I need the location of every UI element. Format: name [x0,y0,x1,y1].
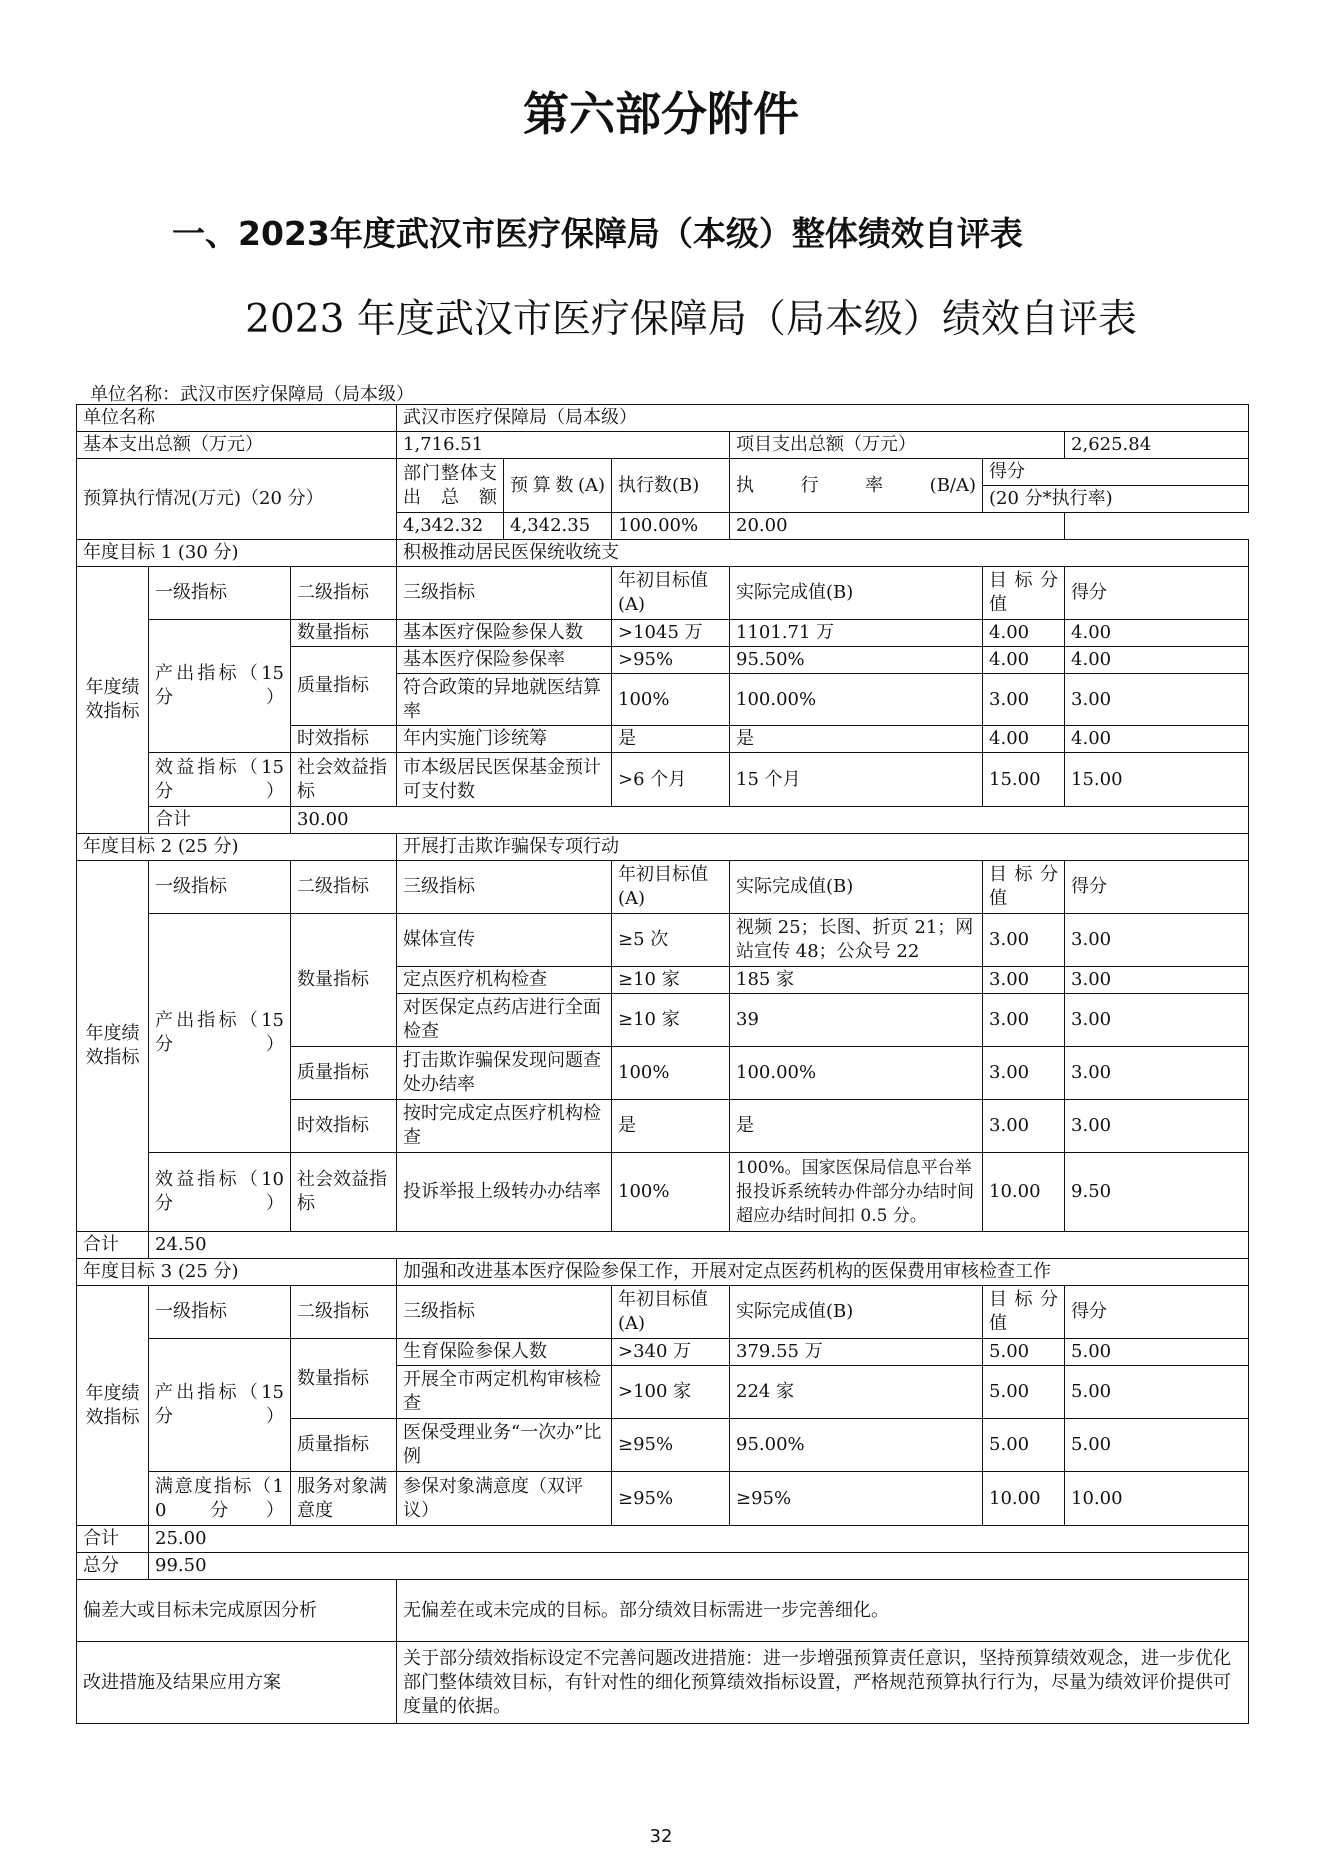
score-cell: 5.00 [1065,1366,1249,1419]
target-cell: 是 [612,1100,730,1153]
target-cell: ≥95% [612,1419,730,1472]
budget-a-value: 4,342.32 [397,513,504,540]
goal1-output-label: 产出指标（15 分） [149,620,291,753]
budget-a-label: 预算数(A) [504,459,612,513]
goal3-row [77,1259,1249,1286]
score-label: 得分 [983,459,1249,486]
weight-cell: 3.00 [983,914,1065,967]
col-level2: 二级指标 [291,861,397,914]
level3-cell: 参保对象满意度（双评议） [397,1472,612,1526]
col-level1: 一级指标 [149,567,291,620]
goal1-col-header [77,567,1249,620]
performance-table [76,404,1249,1724]
exec-b-value: 4,342.35 [504,513,612,540]
score-cell: 10.00 [1065,1472,1249,1526]
budget-score-value: 20.00 [730,513,1065,540]
level3-cell: 市本级居民医保基金预计可支付数 [397,753,612,807]
actual-cell: 是 [730,1100,983,1153]
col-target: 年初目标值(A) [612,567,730,620]
deviation-text: 无偏差在或未完成的目标。部分绩效目标需进一步完善细化。 [397,1580,1249,1642]
goal1-benefit-label: 效益指标（15 分） [149,753,291,807]
level2-cell: 数量指标 [291,620,397,647]
score-cell: 15.00 [1065,753,1249,807]
section-title: 一、2023年度武汉市医疗保障局（本级）整体绩效自评表 [172,214,1023,253]
col-level3: 三级指标 [397,567,612,620]
goal3-label: 年度目标 3 (25 分) [77,1259,397,1286]
table-row [77,1472,1249,1526]
weight-cell: 5.00 [983,1366,1065,1419]
level2-cell: 质量指标 [291,1047,397,1100]
improve-label: 改进措施及结果应用方案 [77,1642,397,1724]
basic-expense-label: 基本支出总额（万元） [77,432,397,459]
col-actual: 实际完成值(B) [730,861,983,914]
actual-cell: 39 [730,994,983,1047]
goal2-col-header [77,861,1249,914]
unit-label: 单位名称 [77,405,397,432]
col-weight: 目标分值 [983,861,1065,914]
col-score: 得分 [1065,567,1249,620]
col-score: 得分 [1065,861,1249,914]
actual-cell: 100.00% [730,1047,983,1100]
goal3-desc: 加强和改进基本医疗保险参保工作，开展对定点医药机构的医保费用审核检查工作 [397,1259,1249,1286]
score-cell: 3.00 [1065,914,1249,967]
weight-cell: 3.00 [983,1047,1065,1100]
table-row [77,753,1249,807]
project-expense-label: 项目支出总额（万元） [730,432,1065,459]
level2-cell: 时效指标 [291,726,397,753]
goal1-row [77,540,1249,567]
grand-total: 99.50 [149,1553,1249,1580]
goal1-total: 30.00 [291,807,1249,834]
rate-label: 执行率(B/A) [730,459,983,513]
basic-expense-value: 1,716.51 [397,432,730,459]
target-cell: >340 万 [612,1339,730,1366]
level3-cell: 定点医疗机构检查 [397,967,612,994]
improve-row [77,1642,1249,1724]
level2-cell: 时效指标 [291,1100,397,1153]
actual-cell: 1101.71 万 [730,620,983,647]
unit-line: 单位名称：武汉市医疗保障局（局本级） [90,384,414,405]
weight-cell: 3.00 [983,1100,1065,1153]
grand-total-row [77,1553,1249,1580]
actual-cell: 100.00% [730,674,983,726]
score-cell: 3.00 [1065,674,1249,726]
expense-row [77,432,1249,459]
weight-cell: 5.00 [983,1419,1065,1472]
score-cell: 3.00 [1065,967,1249,994]
goal2-total-row [77,1232,1249,1259]
level3-cell: 医保受理业务“一次办”比例 [397,1419,612,1472]
actual-cell: 15 个月 [730,753,983,807]
level2-cell: 数量指标 [291,914,397,1047]
target-cell: 100% [612,1153,730,1232]
level2-cell: 数量指标 [291,1339,397,1419]
table-row [77,914,1249,967]
exec-b-label: 执行数(B) [612,459,730,513]
goal3-total-row [77,1526,1249,1553]
level3-cell: 投诉举报上级转办办结率 [397,1153,612,1232]
target-cell: 100% [612,1047,730,1100]
level2-cell: 服务对象满意度 [291,1472,397,1526]
weight-cell: 3.00 [983,674,1065,726]
actual-cell: 185 家 [730,967,983,994]
level3-cell: 按时完成定点医疗机构检查 [397,1100,612,1153]
col-weight: 目标分值 [983,1286,1065,1339]
col-actual: 实际完成值(B) [730,567,983,620]
target-cell: ≥5 次 [612,914,730,967]
col-target: 年初目标值(A) [612,1286,730,1339]
level3-cell: 打击欺诈骗保发现问题查处办结率 [397,1047,612,1100]
level3-cell: 符合政策的异地就医结算率 [397,674,612,726]
col-level3: 三级指标 [397,1286,612,1339]
target-cell: >95% [612,647,730,674]
goal3-output-label: 产出指标（15 分） [149,1339,291,1472]
table-row [77,620,1249,647]
col-level1: 一级指标 [149,861,291,914]
level3-cell: 媒体宣传 [397,914,612,967]
deviation-label: 偏差大或目标未完成原因分析 [77,1580,397,1642]
col-level2: 二级指标 [291,1286,397,1339]
deviation-row [77,1580,1249,1642]
level3-cell: 开展全市两定机构审核检查 [397,1366,612,1419]
goal2-total: 24.50 [149,1232,1249,1259]
target-cell: 100% [612,674,730,726]
budget-exec-label: 预算执行情况(万元)（20 分） [77,459,397,540]
level3-cell: 基本医疗保险参保人数 [397,620,612,647]
budget-header-row [77,459,1249,486]
col-level3: 三级指标 [397,861,612,914]
unit-row [77,405,1249,432]
col-level2: 二级指标 [291,567,397,620]
target-cell: 是 [612,726,730,753]
grand-total-label: 总分 [77,1553,149,1580]
weight-cell: 4.00 [983,647,1065,674]
level2-cell: 质量指标 [291,1419,397,1472]
target-cell: ≥95% [612,1472,730,1526]
goal1-total-row [77,807,1249,834]
part-title: 第六部分附件 [523,87,799,141]
weight-cell: 4.00 [983,620,1065,647]
col-score: 得分 [1065,1286,1249,1339]
weight-cell: 10.00 [983,1153,1065,1232]
score-cell: 3.00 [1065,1047,1249,1100]
goal2-output-label: 产出指标（15 分） [149,914,291,1153]
total-label: 合计 [77,1526,149,1553]
actual-cell: 100%。国家医保局信息平台举报投诉系统转办件部分办结时间超应办结时间扣 0.5 分。 [730,1153,983,1232]
actual-cell: 95.50% [730,647,983,674]
actual-cell: ≥95% [730,1472,983,1526]
col-target: 年初目标值(A) [612,861,730,914]
score-cell: 5.00 [1065,1339,1249,1366]
goal2-label: 年度目标 2 (25 分) [77,834,397,861]
goal1-label: 年度目标 1 (30 分) [77,540,397,567]
table-row [77,1339,1249,1366]
col-actual: 实际完成值(B) [730,1286,983,1339]
score-cell: 4.00 [1065,620,1249,647]
score-cell: 4.00 [1065,726,1249,753]
goal3-col-header [77,1286,1249,1339]
score-cell: 4.00 [1065,647,1249,674]
score-cell: 3.00 [1065,1100,1249,1153]
target-cell: >6 个月 [612,753,730,807]
form-title: 2023 年度武汉市医疗保障局（局本级）绩效自评表 [245,297,1137,342]
goal2-desc: 开展打击欺诈骗保专项行动 [397,834,1249,861]
dept-total-label: 部门整体支出总额 [397,459,504,513]
goal2-benefit-label: 效益指标（10 分） [149,1153,291,1232]
target-cell: ≥10 家 [612,994,730,1047]
weight-cell: 4.00 [983,726,1065,753]
weight-cell: 3.00 [983,994,1065,1047]
goal3-total: 25.00 [149,1526,1249,1553]
goal1-annual-label: 年度绩效指标 [77,567,149,834]
level2-cell: 质量指标 [291,647,397,726]
target-cell: ≥10 家 [612,967,730,994]
weight-cell: 5.00 [983,1339,1065,1366]
target-cell: >1045 万 [612,620,730,647]
goal3-satisfaction-label: 满意度指标（10 分） [149,1472,291,1526]
score-formula: (20 分*执行率) [983,486,1249,513]
goal2-row [77,834,1249,861]
weight-cell: 10.00 [983,1472,1065,1526]
actual-cell: 224 家 [730,1366,983,1419]
total-label: 合计 [77,1232,149,1259]
project-expense-value: 2,625.84 [1065,432,1249,459]
col-level1: 一级指标 [149,1286,291,1339]
score-cell: 9.50 [1065,1153,1249,1232]
actual-cell: 379.55 万 [730,1339,983,1366]
level2-cell: 社会效益指标 [291,1153,397,1232]
goal1-desc: 积极推动居民医保统收统支 [397,540,1249,567]
actual-cell: 是 [730,726,983,753]
improve-text: 关于部分绩效指标设定不完善问题改进措施：进一步增强预算责任意识，坚持预算绩效观念，进一步优化部门整体绩效目标，有针对性的细化预算绩效指标设置，严格规范预算执行行为，尽量为绩效评价提供可度量的依据。 [397,1642,1249,1724]
level3-cell: 对医保定点药店进行全面检查 [397,994,612,1047]
level3-cell: 生育保险参保人数 [397,1339,612,1366]
goal3-annual-label: 年度绩效指标 [77,1286,149,1526]
actual-cell: 95.00% [730,1419,983,1472]
table-row [77,1153,1249,1232]
unit-value: 武汉市医疗保障局（局本级） [397,405,1249,432]
level3-cell: 基本医疗保险参保率 [397,647,612,674]
level3-cell: 年内实施门诊统筹 [397,726,612,753]
level2-cell: 社会效益指标 [291,753,397,807]
page-number: 32 [649,1826,673,1847]
target-cell: >100 家 [612,1366,730,1419]
col-weight: 目标分值 [983,567,1065,620]
weight-cell: 3.00 [983,967,1065,994]
weight-cell: 15.00 [983,753,1065,807]
total-label: 合计 [149,807,291,834]
actual-cell: 视频 25；长图、折页 21；网站宣传 48；公众号 22 [730,914,983,967]
score-cell: 5.00 [1065,1419,1249,1472]
goal2-annual-label: 年度绩效指标 [77,861,149,1232]
score-cell: 3.00 [1065,994,1249,1047]
rate-value: 100.00% [612,513,730,540]
